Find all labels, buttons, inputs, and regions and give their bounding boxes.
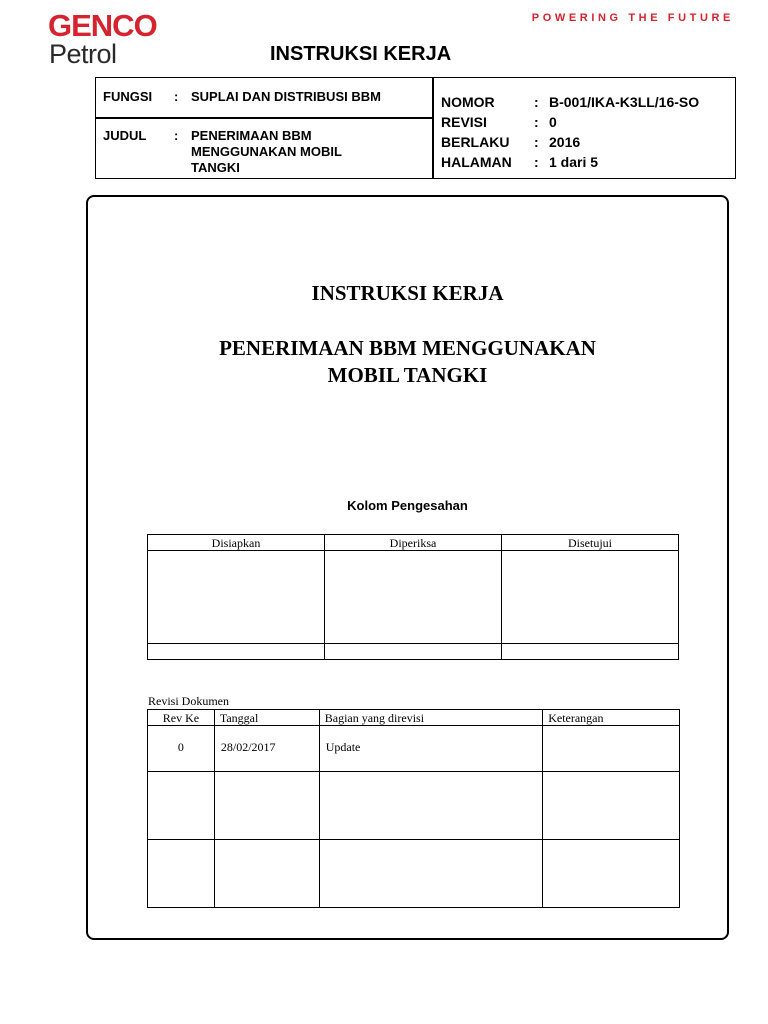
cover-title: INSTRUKSI KERJA bbox=[311, 281, 504, 305]
halaman-colon: : bbox=[534, 154, 539, 170]
cover-frame bbox=[86, 195, 729, 940]
name-cell-disetujui bbox=[502, 644, 679, 660]
fungsi-cell bbox=[103, 89, 381, 105]
name-cell-disiapkan bbox=[148, 644, 325, 660]
revision-cell-rev: 0 bbox=[148, 726, 215, 772]
fungsi-label: FUNGSI bbox=[103, 89, 153, 104]
revision-cell-tanggal bbox=[214, 772, 319, 840]
halaman-row bbox=[441, 152, 731, 172]
revisi-value: 0 bbox=[549, 114, 557, 130]
revisi-colon: : bbox=[534, 114, 539, 130]
signature-cell-diperiksa bbox=[325, 551, 502, 644]
judul-colon: : bbox=[174, 128, 179, 143]
document-info bbox=[441, 92, 731, 172]
tagline: POWERING THE FUTURE bbox=[531, 12, 734, 24]
table-row bbox=[148, 726, 680, 772]
header-divider-horizontal bbox=[96, 117, 432, 119]
logo-text-genco: GENCO bbox=[48, 8, 157, 43]
name-row bbox=[148, 644, 679, 660]
revision-col-keterangan: Keterangan bbox=[543, 710, 680, 726]
table-row bbox=[148, 772, 680, 840]
nomor-colon: : bbox=[534, 94, 539, 110]
approval-title: Kolom Pengesahan bbox=[347, 498, 468, 513]
revision-col-bagian: Bagian yang direvisi bbox=[319, 710, 542, 726]
revision-cell-rev bbox=[148, 772, 215, 840]
cover-subtitle bbox=[88, 335, 727, 389]
revision-cell-keterangan bbox=[543, 840, 680, 908]
revision-cell-bagian bbox=[319, 840, 542, 908]
signature-cell-disiapkan bbox=[148, 551, 325, 644]
nomor-value: B-001/IKA-K3LL/16-SO bbox=[549, 94, 700, 110]
fungsi-value: SUPLAI DAN DISTRIBUSI BBM bbox=[191, 89, 381, 104]
revision-cell-bagian: Update bbox=[319, 726, 542, 772]
fungsi-colon: : bbox=[174, 89, 179, 104]
revision-col-tanggal: Tanggal bbox=[214, 710, 319, 726]
judul-label: JUDUL bbox=[103, 128, 147, 143]
revision-cell-bagian bbox=[319, 772, 542, 840]
revision-cell-tanggal bbox=[214, 840, 319, 908]
halaman-label: HALAMAN bbox=[441, 154, 512, 170]
berlaku-row bbox=[441, 132, 731, 152]
approval-col-disetujui: Disetujui bbox=[502, 535, 679, 551]
berlaku-label: BERLAKU bbox=[441, 134, 510, 150]
revision-cell-keterangan bbox=[543, 726, 680, 772]
revision-header-row bbox=[148, 710, 680, 726]
halaman-value: 1 dari 5 bbox=[549, 154, 599, 170]
judul-value: PENERIMAAN BBM MENGGUNAKAN MOBIL TANGKI bbox=[191, 128, 342, 175]
table-row bbox=[148, 840, 680, 908]
revisi-label: REVISI bbox=[441, 114, 487, 130]
revision-cell-keterangan bbox=[543, 772, 680, 840]
approval-table bbox=[147, 534, 679, 660]
berlaku-value: 2016 bbox=[549, 134, 581, 150]
logo-text-petrol: Petrol bbox=[49, 39, 117, 69]
approval-header-row bbox=[148, 535, 679, 551]
header-divider-vertical bbox=[432, 78, 434, 178]
doc-header-title: INSTRUKSI KERJA bbox=[270, 43, 452, 65]
header-table bbox=[95, 77, 736, 179]
signature-cell-disetujui bbox=[502, 551, 679, 644]
revisi-row bbox=[441, 112, 731, 132]
revision-table bbox=[147, 709, 680, 908]
judul-cell bbox=[103, 128, 428, 175]
approval-col-diperiksa: Diperiksa bbox=[325, 535, 502, 551]
signature-row bbox=[148, 551, 679, 644]
revision-cell-rev bbox=[148, 840, 215, 908]
revision-col-rev: Rev Ke bbox=[148, 710, 215, 726]
approval-col-disiapkan: Disiapkan bbox=[148, 535, 325, 551]
nomor-label: NOMOR bbox=[441, 94, 495, 110]
revision-label: Revisi Dokumen bbox=[148, 694, 229, 708]
cover-subtitle-line2: MOBIL TANGKI bbox=[327, 363, 488, 387]
berlaku-colon: : bbox=[534, 134, 539, 150]
nomor-row bbox=[441, 92, 731, 112]
revision-cell-tanggal: 28/02/2017 bbox=[214, 726, 319, 772]
cover-subtitle-line1: PENERIMAAN BBM MENGGUNAKAN bbox=[219, 336, 596, 360]
name-cell-diperiksa bbox=[325, 644, 502, 660]
company-logo bbox=[48, 10, 188, 68]
